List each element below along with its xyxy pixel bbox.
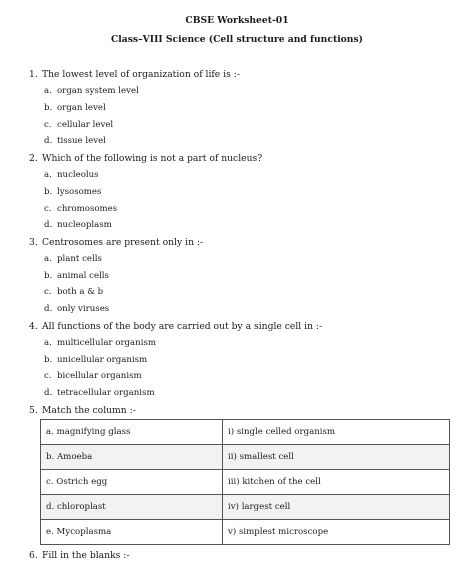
option-letter: b. [44, 271, 53, 281]
option-2a [44, 170, 99, 180]
question-text: The lowest level of organization of life is :- [42, 69, 240, 80]
question-text: All functions of the body are carried out by a single cell in :- [42, 321, 323, 332]
option-text: animal cells [57, 271, 109, 281]
option-text: nucleoplasm [57, 220, 112, 230]
option-letter: c. [44, 120, 52, 130]
match-left-cell: e. Mycoplasma [41, 520, 223, 545]
option-text: organ system level [57, 86, 139, 96]
option-text: nucleolus [57, 170, 99, 180]
option-letter: b. [44, 355, 53, 365]
option-1b [44, 103, 106, 113]
option-letter: a. [44, 254, 52, 264]
table-row [41, 495, 450, 520]
match-left-cell: c. Ostrich egg [41, 470, 223, 495]
question-5 [29, 405, 136, 416]
match-left-cell: a. magnifying glass [41, 420, 223, 445]
option-text: multicellular organism [57, 338, 157, 348]
match-table [40, 419, 450, 545]
option-4d [44, 388, 155, 398]
option-letter: c. [44, 287, 52, 297]
match-right-cell: i) single celled organism [223, 420, 450, 445]
option-4a [44, 338, 156, 348]
match-left-cell: b. Amoeba [41, 445, 223, 470]
question-text: Match the column :- [42, 405, 136, 416]
option-2c [44, 204, 117, 214]
table-row [41, 445, 450, 470]
question-1 [29, 69, 240, 80]
option-text: both a & b [57, 287, 104, 297]
question-text: Which of the following is not a part of nucleus? [42, 153, 263, 164]
worksheet-subtitle: Class–VIII Science (Cell structure and functions) [110, 34, 364, 45]
option-3d [44, 304, 109, 314]
option-2b [44, 187, 101, 197]
option-letter: a. [44, 170, 52, 180]
match-right-cell: v) simplest microscope [223, 520, 450, 545]
question-text: Fill in the blanks :- [42, 550, 130, 561]
option-letter: d. [44, 388, 53, 398]
option-1d [44, 136, 106, 146]
option-1c [44, 120, 113, 130]
option-3c [44, 287, 103, 297]
option-letter: d. [44, 136, 53, 146]
option-1a [44, 86, 139, 96]
question-number: 6. [29, 550, 38, 561]
option-text: unicellular organism [57, 355, 148, 365]
question-2 [29, 153, 262, 164]
question-number: 1. [29, 69, 38, 80]
option-text: cellular level [57, 120, 114, 130]
option-text: chromosomes [57, 204, 118, 214]
match-right-cell: iii) kitchen of the cell [223, 470, 450, 495]
option-text: plant cells [57, 254, 102, 264]
match-left-cell: d. chloroplast [41, 495, 223, 520]
question-3 [29, 237, 203, 248]
match-right-cell: iv) largest cell [223, 495, 450, 520]
option-letter: c. [44, 371, 52, 381]
worksheet-title: CBSE Worksheet-01 [185, 15, 289, 26]
option-letter: b. [44, 187, 53, 197]
question-number: 2. [29, 153, 38, 164]
option-4c [44, 371, 142, 381]
option-text: tissue level [57, 136, 106, 146]
option-2d [44, 220, 112, 230]
option-3b [44, 271, 109, 281]
question-6 [29, 550, 129, 561]
option-letter: d. [44, 220, 53, 230]
option-letter: c. [44, 204, 52, 214]
option-4b [44, 355, 147, 365]
option-letter: d. [44, 304, 53, 314]
option-letter: a. [44, 338, 52, 348]
question-number: 3. [29, 237, 38, 248]
option-text: organ level [57, 103, 106, 113]
match-right-cell: ii) smallest cell [223, 445, 450, 470]
question-number: 5. [29, 405, 38, 416]
option-text: bicellular organism [57, 371, 142, 381]
option-text: only viruses [57, 304, 110, 314]
table-row [41, 470, 450, 495]
option-letter: a. [44, 86, 52, 96]
option-text: tetracellular organism [57, 388, 155, 398]
option-3a [44, 254, 102, 264]
question-4 [29, 321, 322, 332]
question-text: Centrosomes are present only in :- [42, 237, 204, 248]
option-letter: b. [44, 103, 53, 113]
table-row [41, 520, 450, 545]
question-number: 4. [29, 321, 38, 332]
option-text: lysosomes [57, 187, 102, 197]
table-row [41, 420, 450, 445]
